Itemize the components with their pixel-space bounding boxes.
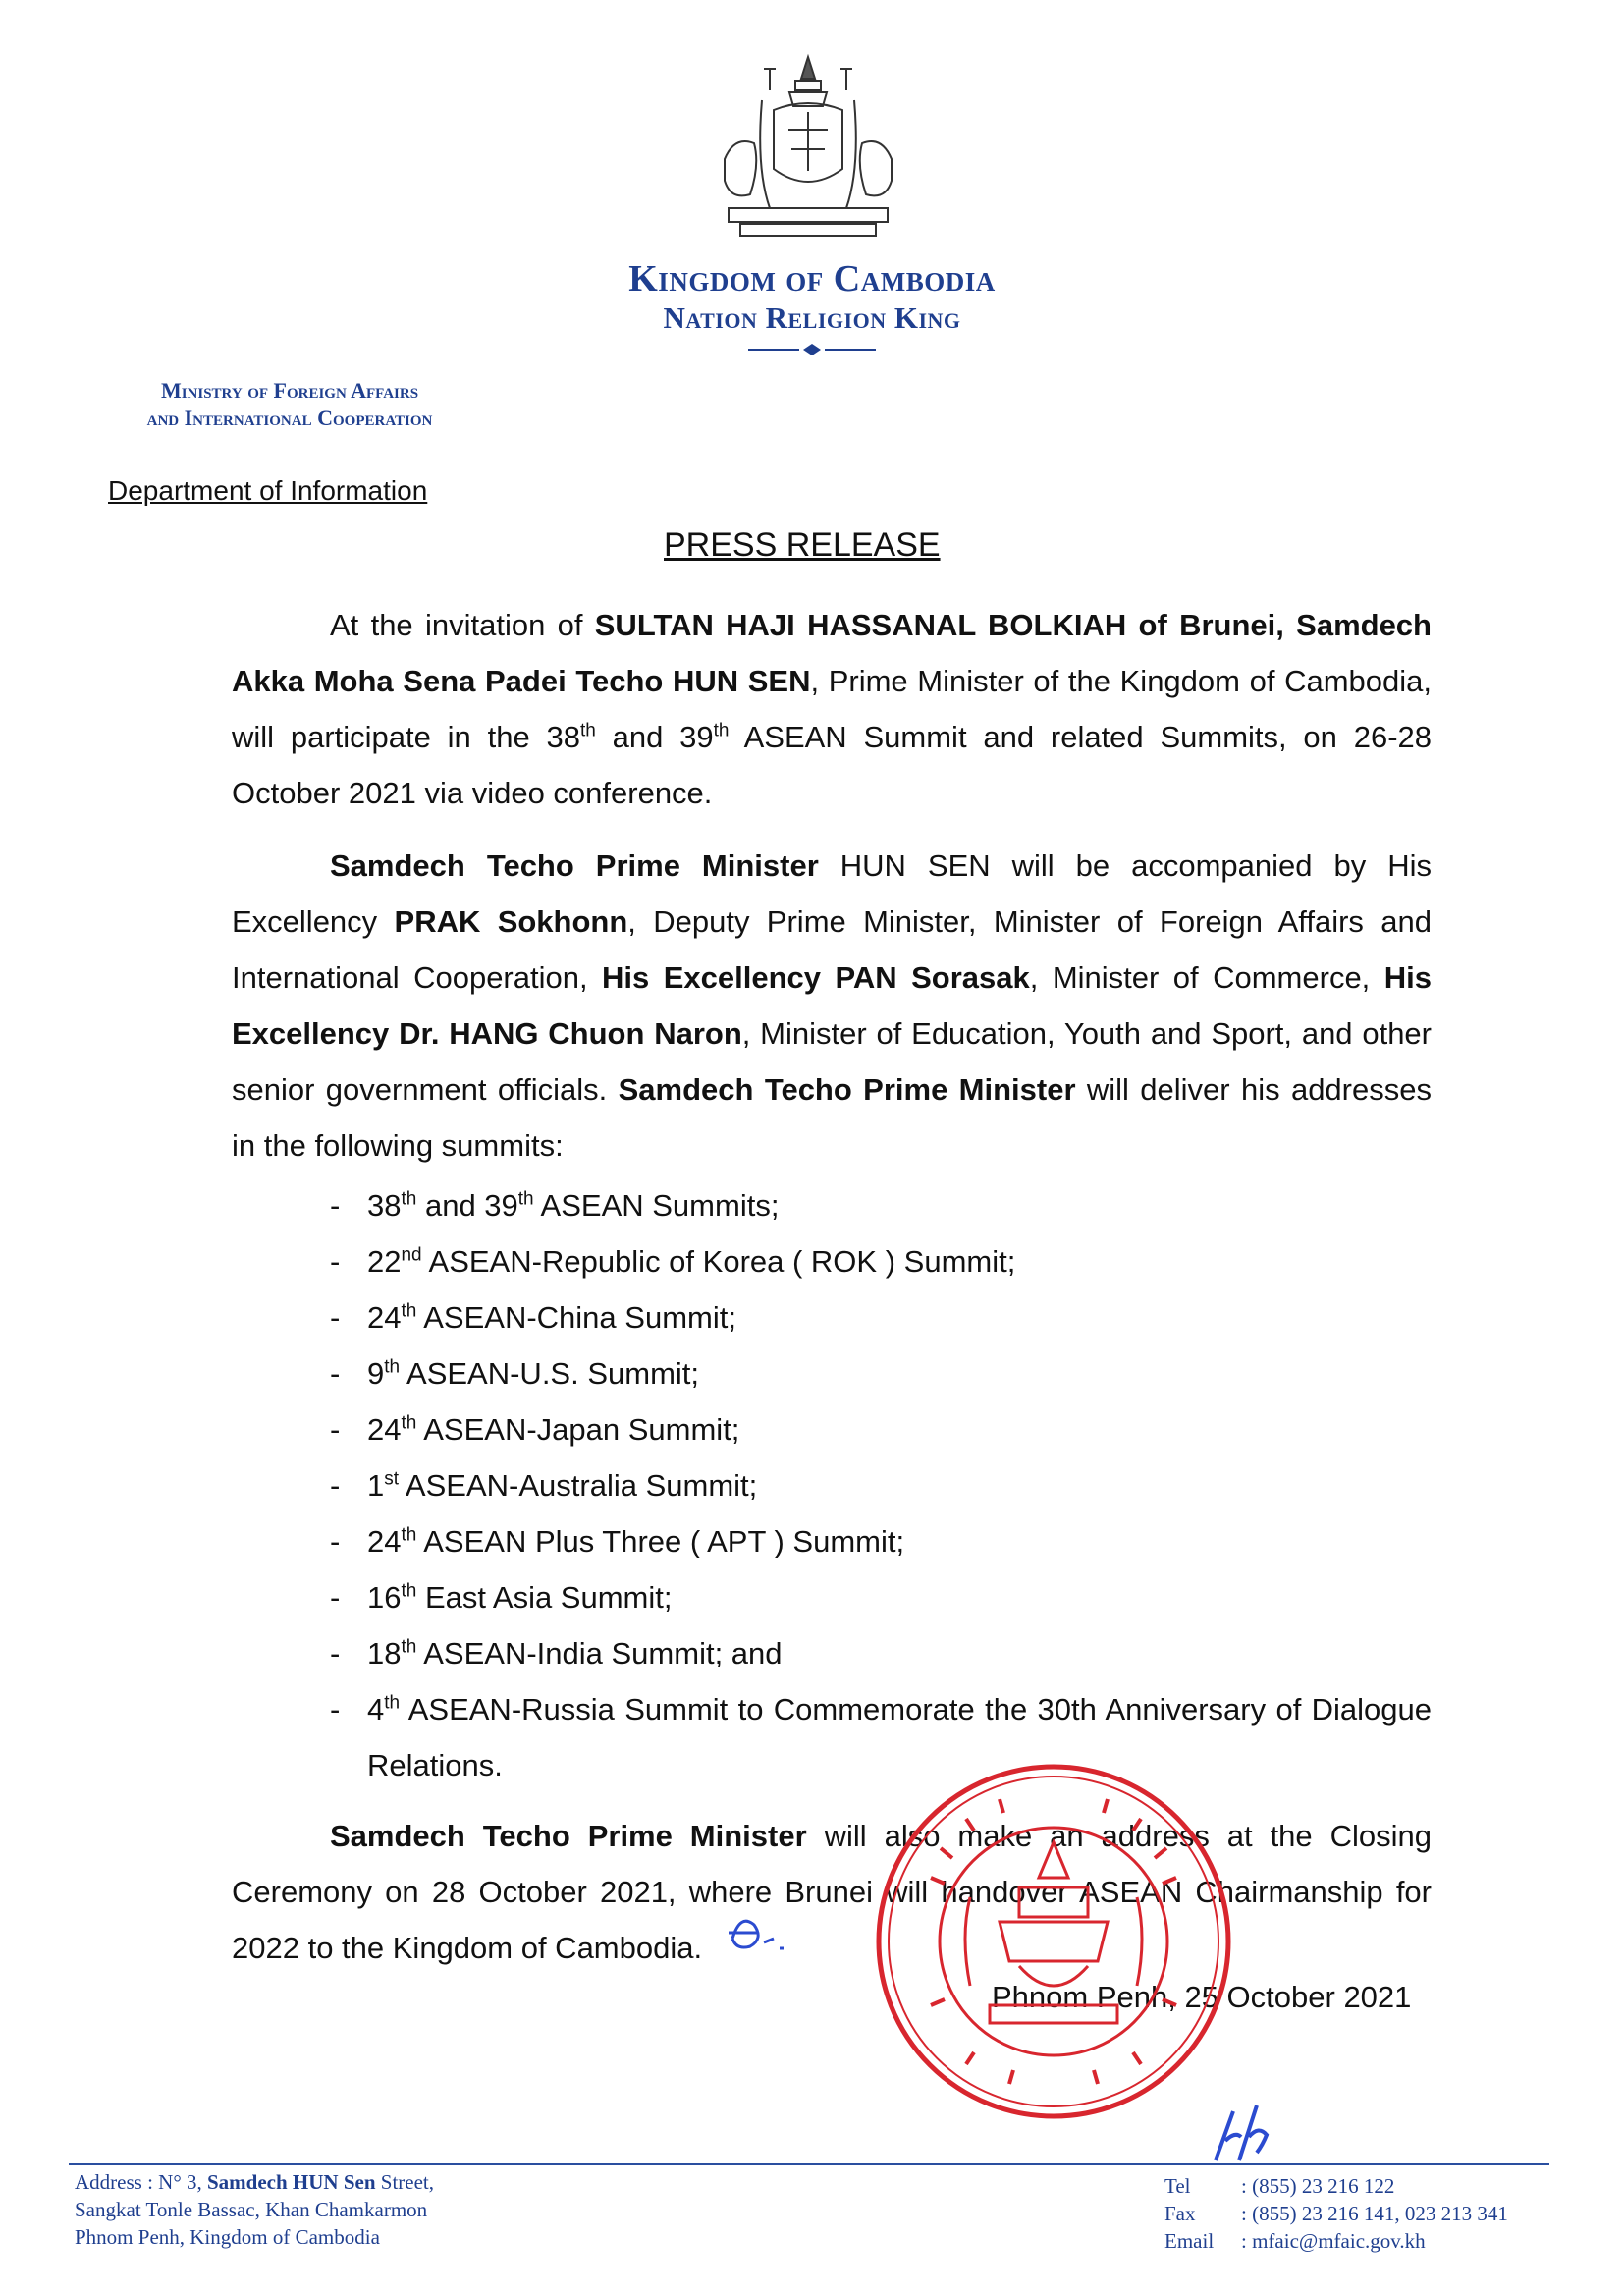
list-item: - 18th ASEAN-India Summit; and [330, 1636, 783, 1670]
initials-mark [725, 1909, 793, 1958]
footer-divider [69, 2163, 1549, 2165]
footer-contact [1164, 2172, 1597, 2255]
fax-value: : (855) 23 216 141, 023 213 341 [1241, 2202, 1508, 2225]
tel-label: Tel [1164, 2174, 1191, 2198]
list-item: - 1st ASEAN-Australia Summit; [330, 1468, 758, 1503]
paragraph-delegation: Samdech Techo Prime Minister HUN SEN will be accompanied by His Excellency PRAK Sokhonn, Deputy Prime Minister, Minister of Foreign Affairs and International Cooperation, His Excellency PAN Sorasak, Minister of Commerce, His Excellency Dr. HANG Chuon Naron, Minister of Education, Youth and Sport, and other senior government officials. Samdech Techo Prime Minister will deliver his addresses in the following summits: [232, 848, 1433, 1163]
list-item: - 4th ASEAN-Russia Summit to Commemorate the 30th Anniversary of Dialogue Relations. [330, 1692, 1432, 1782]
list-item: - 24th ASEAN-Japan Summit; [330, 1412, 740, 1447]
list-item: - 9th ASEAN-U.S. Summit; [330, 1356, 700, 1391]
department-name: Department of Information [108, 475, 428, 506]
paragraph-closing: Samdech Techo Prime Minister will also make an address at the Closing Ceremony on 28 October 2021, where Brunei will handover ASEAN Chairmanship for 2022 to the Kingdom of Cambodia. [232, 1819, 1432, 1965]
email-value: : mfaic@mfaic.gov.kh [1241, 2229, 1426, 2253]
list-item: - 38th and 39th ASEAN Summits; [330, 1188, 780, 1223]
email-label: Email [1164, 2229, 1215, 2253]
tel-value: : (855) 23 216 122 [1241, 2174, 1395, 2198]
document-title: PRESS RELEASE [664, 526, 941, 564]
ornament-divider [748, 342, 876, 357]
signature-mark [1196, 2092, 1274, 2170]
list-item: - 24th ASEAN-China Summit; [330, 1300, 736, 1335]
list-item: - 16th East Asia Summit; [330, 1580, 673, 1614]
official-stamp [872, 1760, 1235, 2123]
paragraph-invitation: At the invitation of SULTAN HAJI HASSANAL BOLKIAH of Brunei, Samdech Akka Moha Sena Padei Techo HUN SEN, Prime Minister of the Kingdom of Cambodia, will participate in the 38th and 39th ASEAN Summit and related Summits, on 26-28 October 2021 via video conference. [232, 608, 1433, 810]
country-heading: Kingdom of Cambodia [628, 258, 996, 300]
place-date: Phnom Penh, 25 October 2021 [992, 1980, 1412, 2014]
footer-address: Address : N° 3, Samdech HUN Sen Street, Sangkat Tonle Bassac, Khan Chamkarmon Phnom Penh, Kingdom of Cambodia [75, 2170, 434, 2249]
royal-emblem [705, 51, 911, 244]
fax-label: Fax [1164, 2202, 1196, 2225]
summit-list [330, 1177, 1432, 1793]
list-item: - 24th ASEAN Plus Three ( APT ) Summit; [330, 1524, 905, 1558]
ministry-name-line2: and International Cooperation [146, 406, 433, 430]
ministry-name-line1: Ministry of Foreign Affairs [160, 378, 419, 403]
list-item: - 22nd ASEAN-Republic of Korea ( ROK ) Summit; [330, 1244, 1016, 1279]
national-motto: Nation Religion King [663, 301, 961, 335]
